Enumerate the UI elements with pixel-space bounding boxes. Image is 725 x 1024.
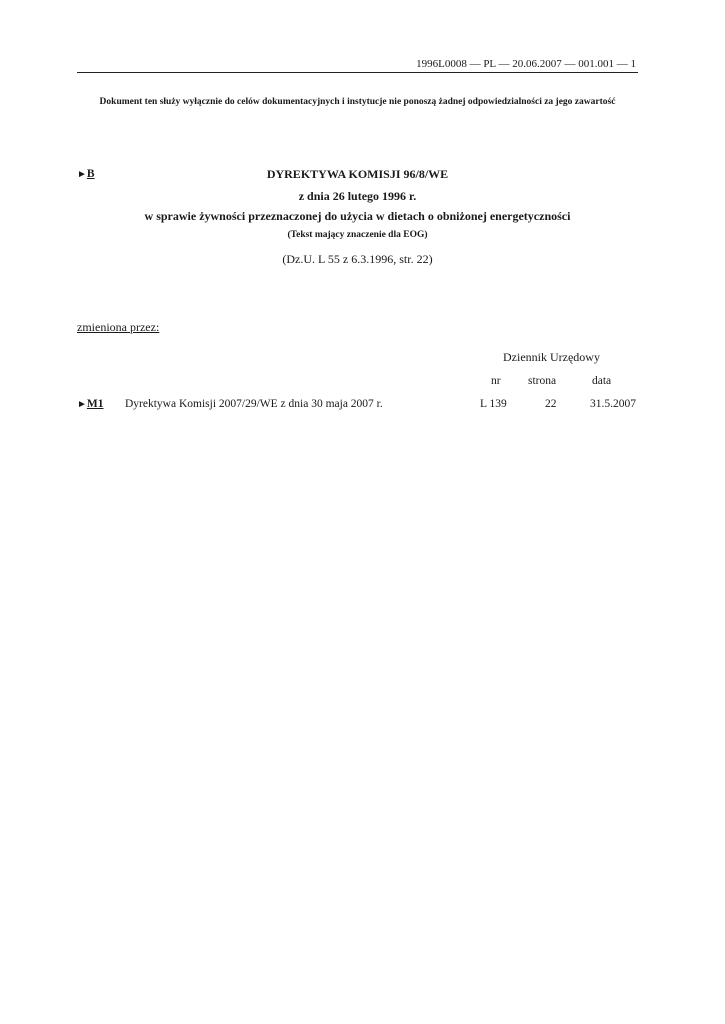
document-reference: 1996L0008 — PL — 20.06.2007 — 001.001 — 1	[416, 58, 636, 70]
eea-relevance-note: (Tekst mający znaczenie dla EOG)	[287, 230, 428, 240]
official-journal-reference: (Dz.U. L 55 z 6.3.1996, str. 22)	[282, 252, 433, 266]
column-header-nr: nr	[491, 375, 501, 387]
column-header-page: strona	[528, 375, 557, 387]
act-date: z dnia 26 lutego 1996 r.	[298, 189, 417, 203]
triangle-right-icon: ►	[77, 169, 87, 180]
amendment-code[interactable]: M1	[86, 398, 104, 410]
amendment-oj-date: 31.5.2007	[590, 398, 636, 410]
amendment-description: Dyrektywa Komisji 2007/29/WE z dnia 30 maja 2007 r.	[125, 398, 383, 410]
amendment-oj-number: L 139	[480, 398, 507, 410]
triangle-right-icon: ►	[77, 399, 87, 410]
amended-by-label: zmieniona przez:	[77, 320, 160, 334]
act-title: DYREKTYWA KOMISJI 96/8/WE	[266, 167, 449, 181]
journal-column-heading: Dziennik Urzędowy	[503, 350, 600, 364]
header-divider	[77, 72, 638, 73]
base-act-code[interactable]: B	[86, 168, 95, 180]
amendment-oj-page: 22	[545, 398, 557, 410]
act-title-block	[77, 167, 638, 266]
amendment-marker[interactable]	[77, 398, 104, 410]
disclaimer-text: Dokument ten służy wyłącznie do celów dokumentacyjnych i instytucje nie ponoszą żadnej odpowiedzialności za jego zawartość	[99, 97, 616, 107]
act-subject: w sprawie żywności przeznaczonej do użycia w dietach o obniżonej energetyczności	[144, 209, 571, 223]
column-header-date: data	[592, 375, 612, 387]
